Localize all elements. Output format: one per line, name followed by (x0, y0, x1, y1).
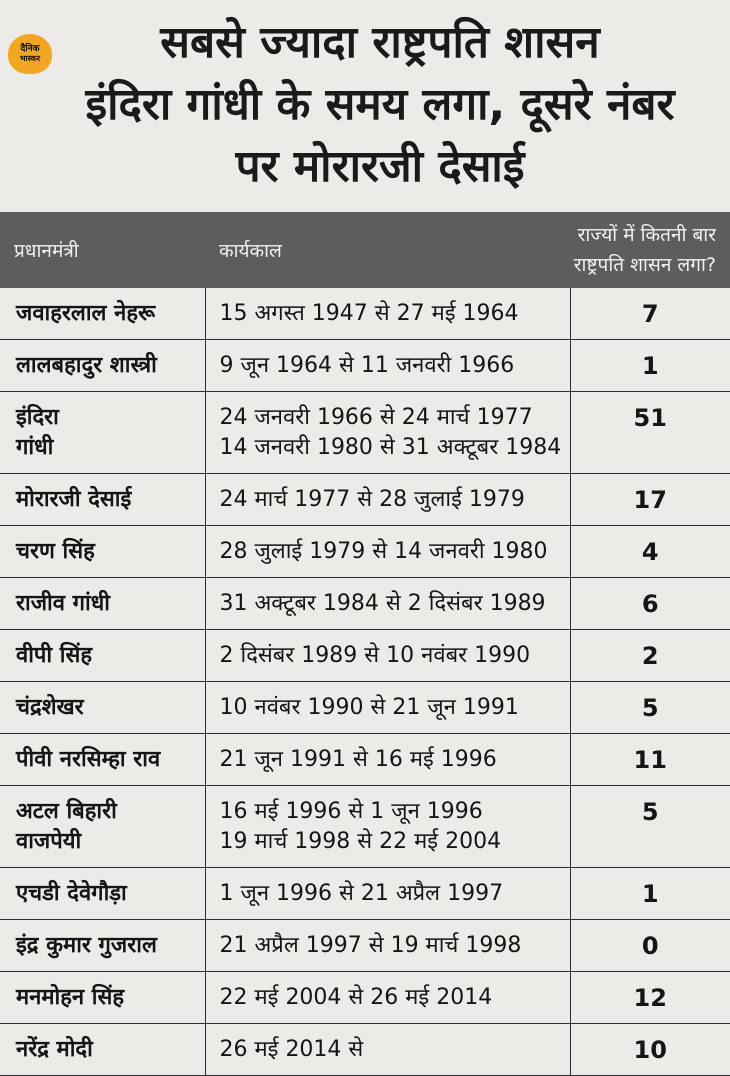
count-cell: 7 (570, 288, 730, 340)
tenure-cell-line: 14 जनवरी 1980 से 31 अक्टूबर 1984 (219, 435, 562, 460)
pm-name-cell-line: मनमोहन सिंह (16, 985, 125, 1010)
count-cell: 17 (570, 474, 730, 526)
page-title (40, 12, 720, 198)
tenure-cell (205, 1024, 570, 1076)
table-row (0, 288, 730, 340)
pm-name-cell (0, 474, 205, 526)
tenure-cell-line: 21 जून 1991 से 16 मई 1996 (219, 747, 497, 772)
pm-name-cell (0, 1024, 205, 1076)
pm-name-cell-line: गांधी (16, 435, 54, 460)
pm-name-cell-line: वाजपेयी (16, 829, 82, 854)
pm-name-cell (0, 920, 205, 972)
pm-name-cell-line: एचडी देवेगौड़ा (16, 881, 127, 906)
tenure-cell (205, 288, 570, 340)
pm-name-cell-line: जवाहरलाल नेहरू (16, 301, 156, 326)
header-count-line-1: राज्यों में कितनी बार (577, 224, 716, 246)
president-rule-table (0, 212, 730, 1076)
pm-name-cell-line: मोरारजी देसाई (16, 487, 132, 512)
pm-name-cell-line: इंद्र कुमार गुजराल (16, 933, 157, 958)
tenure-cell (205, 972, 570, 1024)
tenure-cell-line: 26 मई 2014 से (219, 1037, 364, 1062)
title-line-2: इंदिरा गांधी के समय लगा, दूसरे नंबर (85, 79, 675, 130)
pm-name-cell (0, 288, 205, 340)
table-row (0, 392, 730, 474)
tenure-cell (205, 578, 570, 630)
count-cell: 5 (570, 682, 730, 734)
tenure-cell (205, 868, 570, 920)
tenure-cell (205, 920, 570, 972)
table-row (0, 474, 730, 526)
tenure-cell (205, 786, 570, 868)
count-cell: 11 (570, 734, 730, 786)
title-line-1: सबसे ज्यादा राष्ट्रपति शासन (160, 17, 600, 68)
pm-name-cell (0, 734, 205, 786)
tenure-cell-line: 2 दिसंबर 1989 से 10 नवंबर 1990 (219, 643, 531, 668)
header-tenure: कार्यकाल (205, 212, 570, 288)
table-row (0, 920, 730, 972)
count-cell: 1 (570, 340, 730, 392)
tenure-cell (205, 474, 570, 526)
count-cell: 5 (570, 786, 730, 868)
pm-name-cell (0, 972, 205, 1024)
logo-text-2: भास्कर (19, 54, 41, 63)
tenure-cell-line: 24 मार्च 1977 से 28 जुलाई 1979 (219, 487, 525, 512)
pm-name-cell-line: लालबहादुर शास्त्री (16, 353, 157, 378)
table-row (0, 786, 730, 868)
tenure-cell-line: 24 जनवरी 1966 से 24 मार्च 1977 (219, 405, 533, 430)
pm-name-cell-line: चंद्रशेखर (16, 695, 84, 720)
pm-name-cell-line: चरण सिंह (16, 539, 95, 564)
count-cell: 0 (570, 920, 730, 972)
pm-name-cell (0, 786, 205, 868)
count-cell: 6 (570, 578, 730, 630)
tenure-cell-line: 10 नवंबर 1990 से 21 जून 1991 (219, 695, 519, 720)
count-cell: 1 (570, 868, 730, 920)
pm-name-cell-line: इंदिरा (16, 405, 59, 430)
tenure-cell-line: 1 जून 1996 से 21 अप्रैल 1997 (219, 881, 504, 906)
pm-name-cell (0, 868, 205, 920)
pm-name-cell-line: नरेंद्र मोदी (16, 1037, 93, 1062)
table-row (0, 630, 730, 682)
tenure-cell (205, 630, 570, 682)
tenure-cell (205, 392, 570, 474)
tenure-cell-line: 22 मई 2004 से 26 मई 2014 (219, 985, 493, 1010)
pm-name-cell (0, 526, 205, 578)
title-line-3: पर मोरारजी देसाई (235, 141, 525, 192)
tenure-cell-line: 31 अक्टूबर 1984 से 2 दिसंबर 1989 (219, 591, 546, 616)
logo-text-1: दैनिक (20, 44, 40, 54)
pm-name-cell (0, 392, 205, 474)
table-row (0, 972, 730, 1024)
pm-name-cell-line: वीपी सिंह (16, 643, 93, 668)
count-cell: 2 (570, 630, 730, 682)
table-row (0, 868, 730, 920)
pm-name-cell (0, 340, 205, 392)
pm-name-cell (0, 682, 205, 734)
tenure-cell (205, 734, 570, 786)
table-row (0, 578, 730, 630)
tenure-cell-line: 21 अप्रैल 1997 से 19 मार्च 1998 (219, 933, 522, 958)
table-row (0, 734, 730, 786)
table-header-row (0, 212, 730, 288)
table-row (0, 340, 730, 392)
table-row (0, 682, 730, 734)
tenure-cell (205, 340, 570, 392)
header-prime-minister: प्रधानमंत्री (0, 212, 205, 288)
tenure-cell (205, 526, 570, 578)
table-row (0, 1024, 730, 1076)
header-count-line-2: राष्ट्रपति शासन लगा? (573, 254, 716, 276)
pm-name-cell-line: पीवी नरसिम्हा राव (16, 747, 161, 772)
pm-name-cell (0, 630, 205, 682)
count-cell: 10 (570, 1024, 730, 1076)
tenure-cell-line: 9 जून 1964 से 11 जनवरी 1966 (219, 353, 515, 378)
tenure-cell-line: 19 मार्च 1998 से 22 मई 2004 (219, 829, 502, 854)
pm-name-cell (0, 578, 205, 630)
count-cell: 12 (570, 972, 730, 1024)
table-row (0, 526, 730, 578)
pm-name-cell-line: अटल बिहारी (16, 799, 117, 824)
tenure-cell-line: 15 अगस्त 1947 से 27 मई 1964 (219, 301, 519, 326)
tenure-cell (205, 682, 570, 734)
tenure-cell-line: 28 जुलाई 1979 से 14 जनवरी 1980 (219, 539, 548, 564)
header-count (570, 212, 730, 288)
tenure-cell-line: 16 मई 1996 से 1 जून 1996 (219, 799, 483, 824)
count-cell: 4 (570, 526, 730, 578)
pm-name-cell-line: राजीव गांधी (16, 591, 110, 616)
count-cell: 51 (570, 392, 730, 474)
